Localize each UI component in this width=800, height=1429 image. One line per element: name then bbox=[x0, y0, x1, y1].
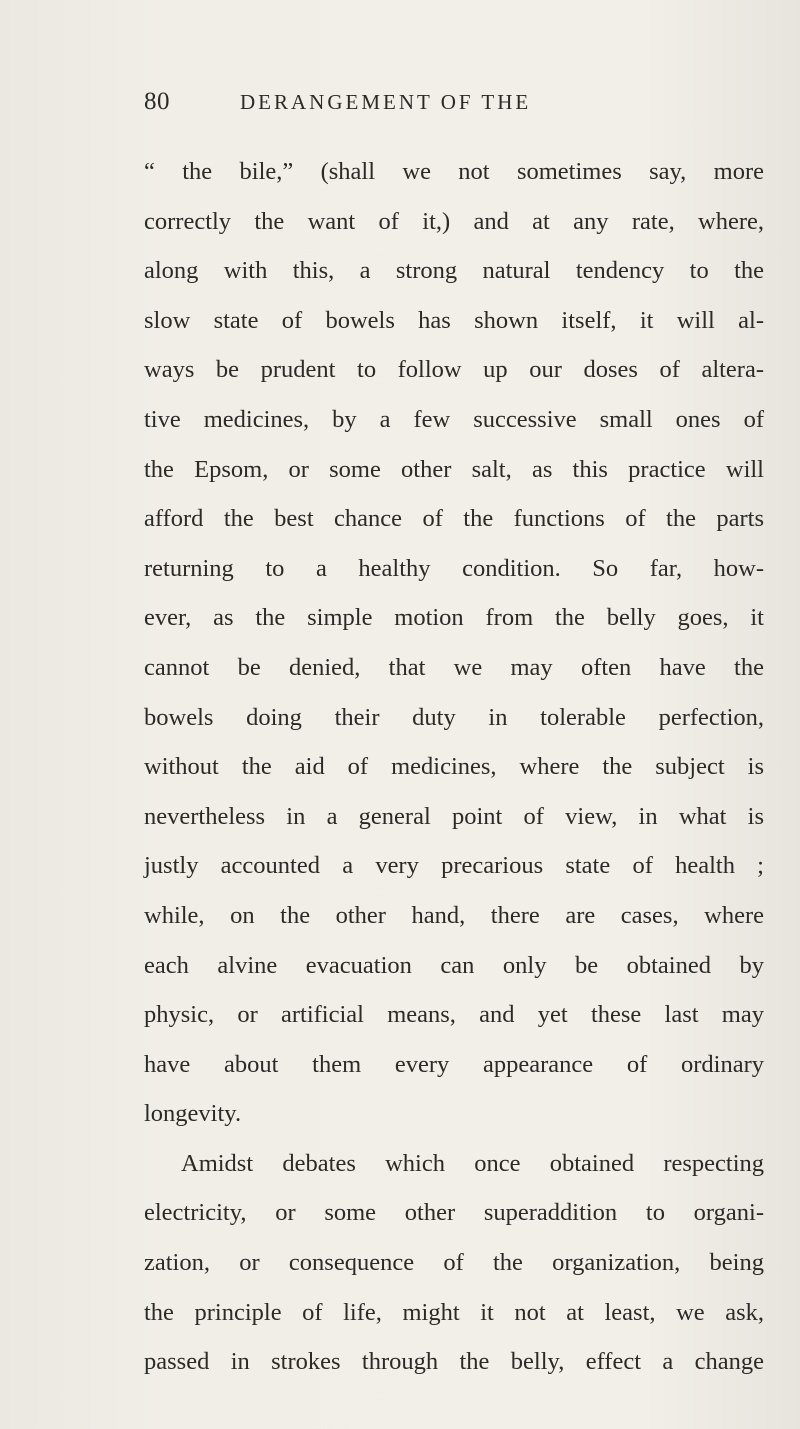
paragraph bbox=[144, 1139, 764, 1387]
text-line: passed in strokes through the belly, effect a change bbox=[144, 1348, 764, 1376]
running-head: DERANGEMENT OF THE bbox=[240, 90, 532, 114]
text-line: correctly the want of it,) and at any rate, where, bbox=[144, 207, 764, 235]
text-line: “ the bile,” (shall we not sometimes say, more bbox=[144, 158, 764, 185]
text-line: Amidst debates which once obtained respecting bbox=[181, 1149, 764, 1177]
text-line: while, on the other hand, there are cases, where bbox=[144, 901, 764, 929]
text-line: cannot be denied, that we may often have the bbox=[144, 653, 764, 681]
text-line: have about them every appearance of ordinary bbox=[144, 1050, 764, 1078]
text-line: physic, or artificial means, and yet these last may bbox=[144, 1001, 764, 1029]
text-line: each alvine evacuation can only be obtained by bbox=[144, 951, 764, 979]
text-line: justly accounted a very precarious state of health ; bbox=[144, 852, 764, 880]
text-line: bowels doing their duty in tolerable perfection, bbox=[144, 703, 764, 731]
body-text bbox=[144, 147, 764, 1387]
text-line: tive medicines, by a few successive small ones of bbox=[144, 405, 764, 433]
text-line: ways be prudent to follow up our doses of altera- bbox=[144, 356, 764, 384]
text-line: nevertheless in a general point of view, in what is bbox=[144, 802, 764, 830]
text-line: slow state of bowels has shown itself, it will al- bbox=[144, 306, 764, 334]
text-line: along with this, a strong natural tendency to the bbox=[144, 257, 764, 285]
paragraph bbox=[144, 147, 764, 1139]
page-number: 80 bbox=[144, 88, 170, 115]
text-line: zation, or consequence of the organization, being bbox=[144, 1249, 764, 1277]
text-line: afford the best chance of the functions of the parts bbox=[144, 505, 764, 533]
text-line: without the aid of medicines, where the subject is bbox=[144, 753, 764, 781]
text-line: ever, as the simple motion from the belly goes, it bbox=[144, 604, 764, 632]
text-line: returning to a healthy condition. So far, how- bbox=[144, 554, 764, 582]
text-line: the Epsom, or some other salt, as this practice will bbox=[144, 455, 764, 483]
text-line: longevity. bbox=[144, 1100, 242, 1128]
text-line: the principle of life, might it not at least, we ask, bbox=[144, 1298, 764, 1326]
text-line: electricity, or some other superaddition to organi- bbox=[144, 1199, 764, 1227]
